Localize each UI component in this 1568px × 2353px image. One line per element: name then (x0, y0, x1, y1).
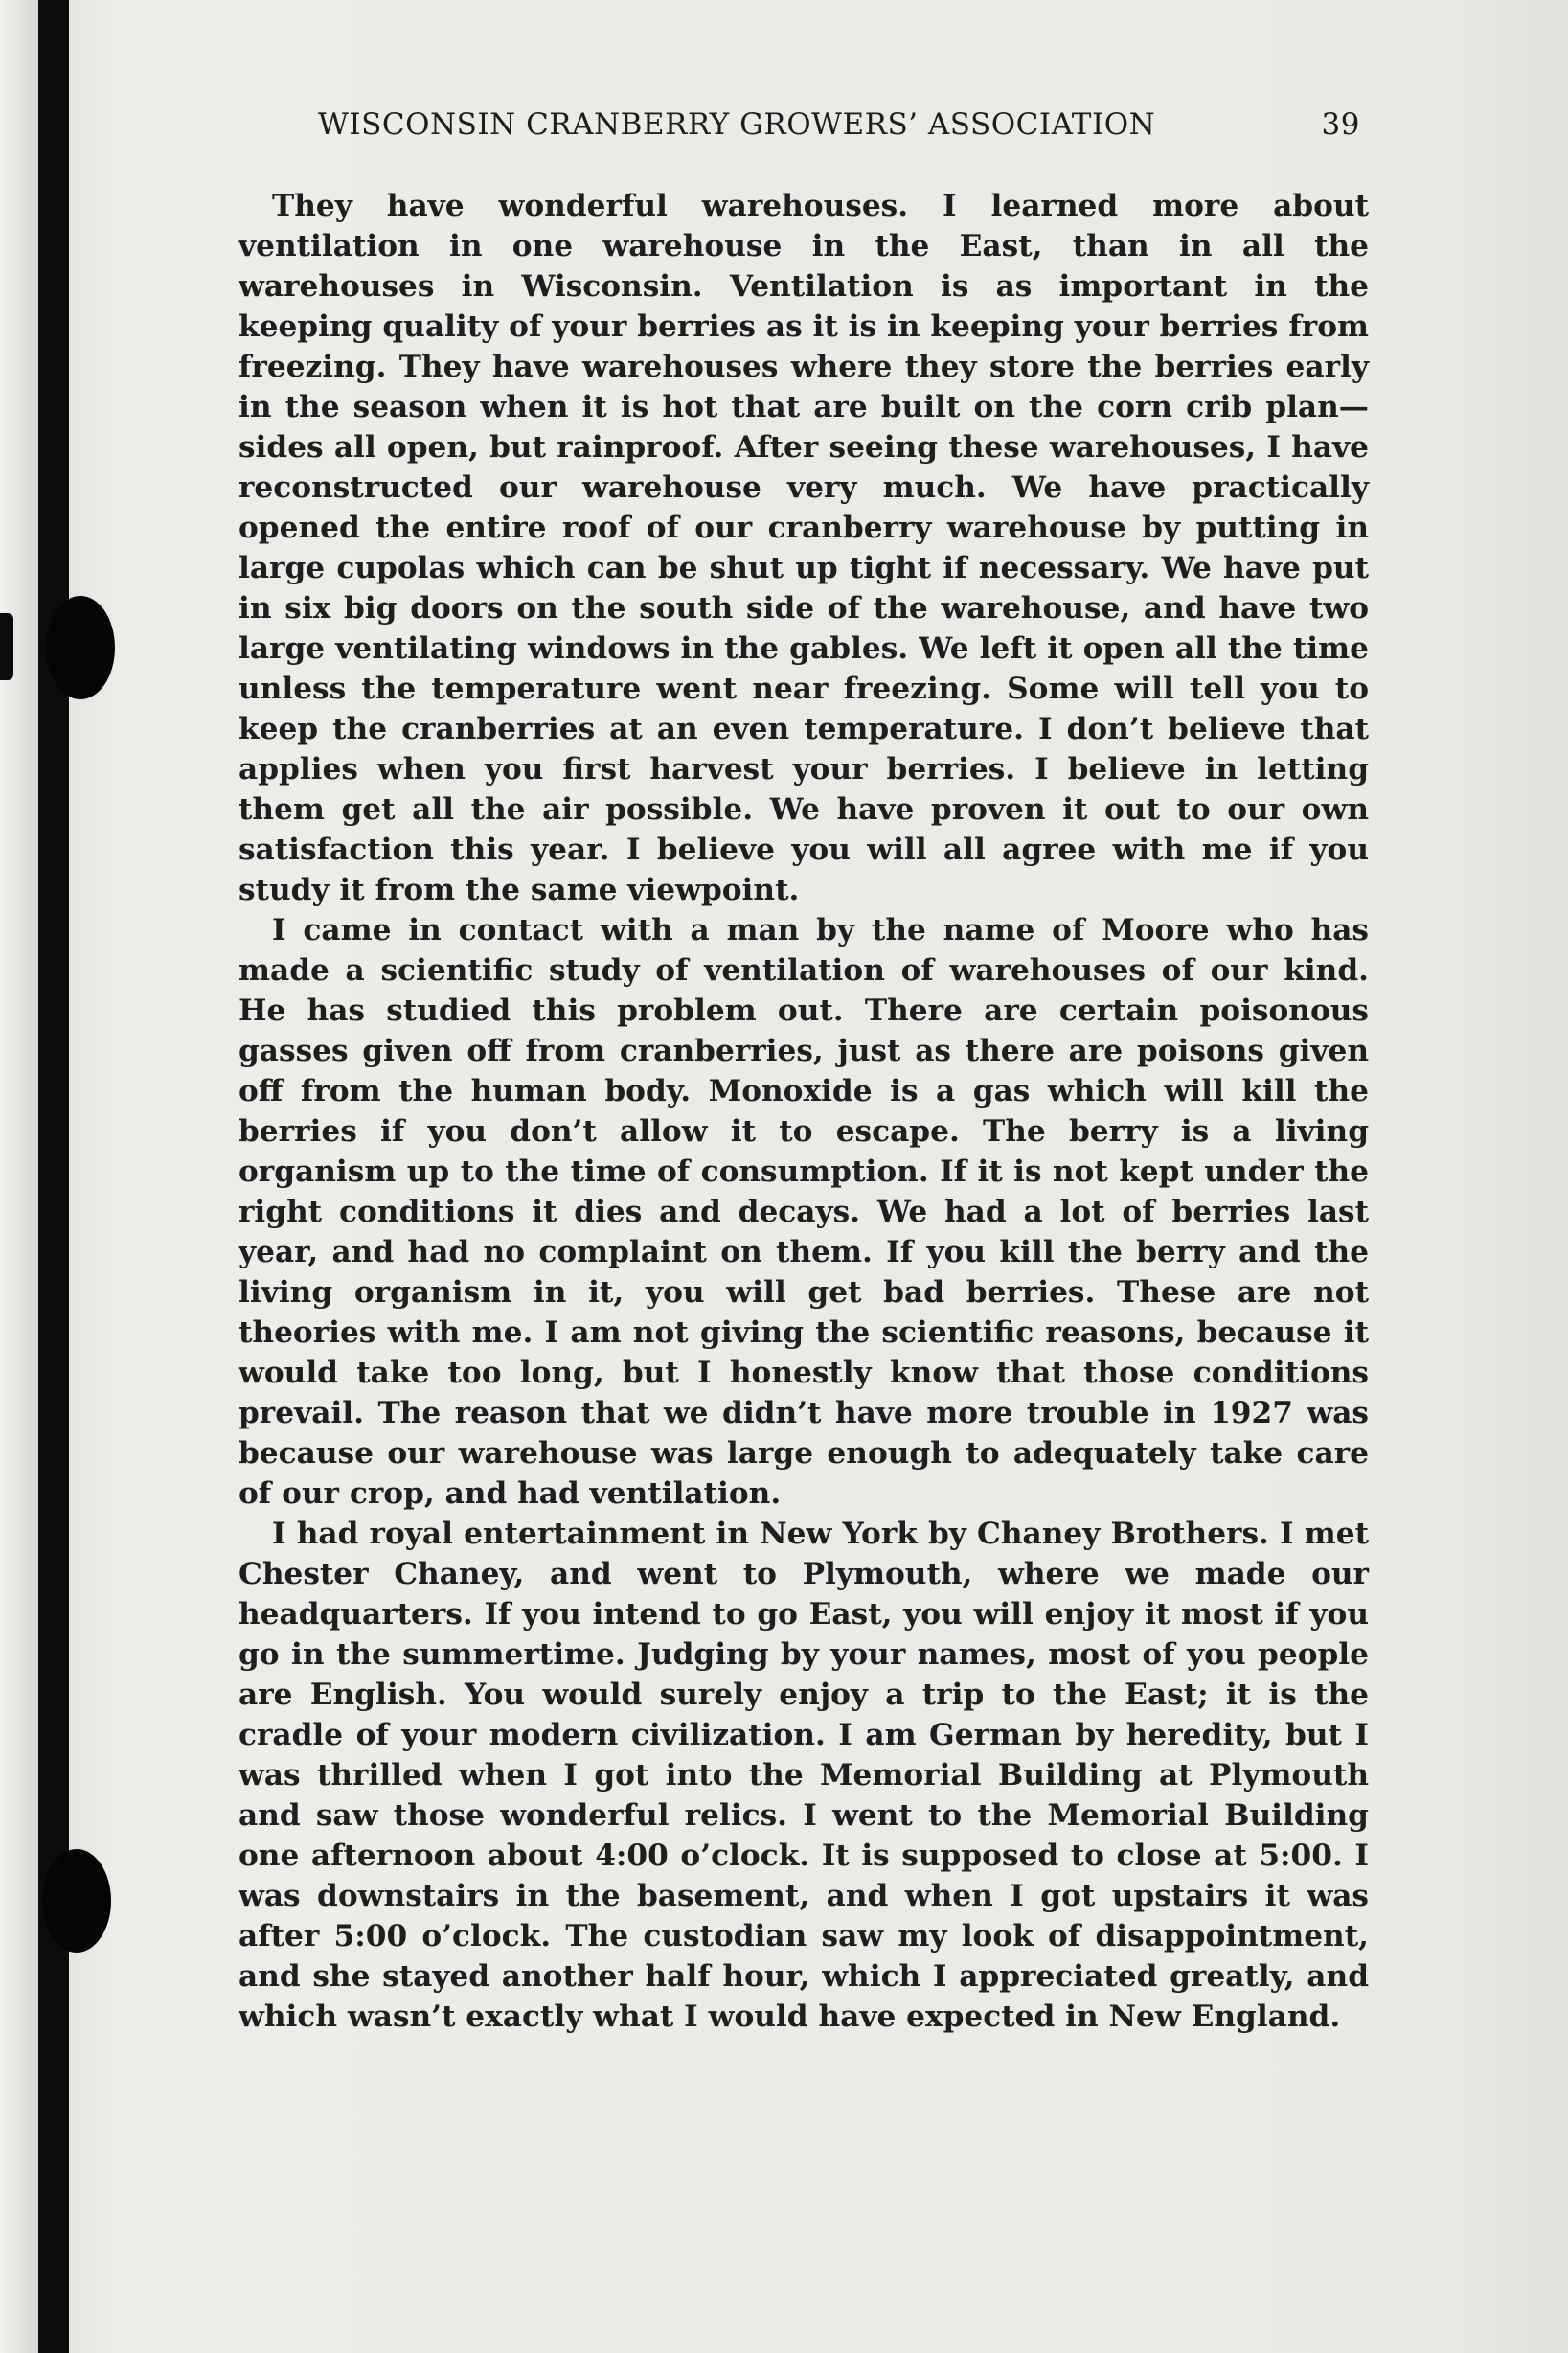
page-number: 39 (1321, 107, 1360, 142)
running-header (239, 107, 1370, 155)
binding-strip (38, 0, 69, 2353)
body-text (239, 186, 1369, 2037)
paragraph-2: I came in contact with a man by the name of Moore who has made a scientific study of ventilation of warehouses of our kind. He has studied this problem out. There are certain poisonous gasses given off from cranberries, just as there are poisons given off from the human body. Monoxide is a gas which will kill the berries if you don’t allow it to escape. The berry is a living organism up to the time of consumption. If it is not kept under the right conditions it dies and decays. We had a lot of berries last year, and had no complaint on them. If you kill the berry and the living organism in it, you will get bad berries. These are not theories with me. I am not giving the scientific reasons, because it would take too long, but I honestly know that those conditions prevail. The reason that we didn’t have more trouble in 1927 was because our warehouse was large enough to adequately take care of our crop, and had ventilation. (239, 913, 1369, 1511)
punch-hole-bottom (42, 1849, 111, 1953)
edge-tab (0, 613, 13, 680)
paragraph-3: I had royal entertainment in New York by Chaney Brothers. I met Chester Chaney, and went to Plymouth, where we made our headquarters. If you intend to go East, you will enjoy it most if you go in the summertime. Judging by your names, most of you people are English. You would surely enjoy a trip to the East; it is the cradle of your modern civilization. I am German by heredity, but I was thrilled when I got into the Memorial Building at Plymouth and saw those wonderful relics. I went to the Memorial Building one afternoon about 4:00 o’clock. It is supposed to close at 5:00. I was downstairs in the basement, and when I got upstairs it was after 5:00 o’clock. The custodian saw my look of disappointment, and she stayed another half hour, which I appreciated greatly, and which wasn’t exactly what I would have expected in New England. (239, 1517, 1369, 2034)
punch-hole-top (46, 596, 115, 699)
binding-shadow (0, 0, 38, 2353)
paragraph-1: They have wonderful warehouses. I learned more about ventilation in one warehouse in the East, than in all the warehouses in Wisconsin. Ventilation is as important in the keeping quality of your berries as it is in keeping your berries from freezing. They have warehouses where they store the berries early in the season when it is hot that are built on the corn crib plan—sides all open, but rainproof. After seeing these warehouses, I have reconstructed our warehouse very much. We have practically opened the entire roof of our cranberry warehouse by putting in large cupolas which can be shut up tight if necessary. We have put in six big doors on the south side of the warehouse, and have two large ventilating windows in the gables. We left it open all the time unless the temperature went near freezing. Some will tell you to keep the cranberries at an even temperature. I don’t believe that applies when you first harvest your berries. I believe in letting them get all the air possible. We have proven it out to our own satisfaction this year. I believe you will all agree with me if you study it from the same viewpoint. (239, 189, 1369, 907)
running-title: WISCONSIN CRANBERRY GROWERS’ ASSOCIATION (318, 107, 1156, 142)
